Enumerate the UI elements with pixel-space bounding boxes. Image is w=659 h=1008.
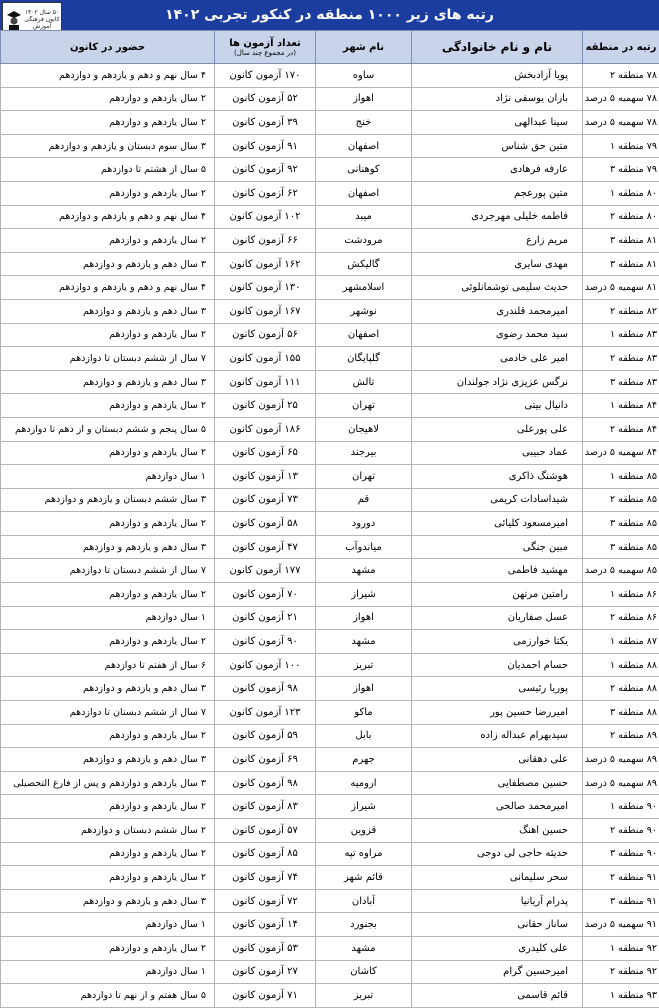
table-row [1,653,659,677]
table-row [1,181,659,205]
table-row [1,630,659,654]
cell-presence: ۲ سال یازدهم و دوازدهم [1,181,215,205]
cell-presence: ۶ سال از هفتم تا دوازدهم [1,653,215,677]
cell-city: مشهد [316,630,412,654]
table-row [1,842,659,866]
cell-name: حسین مصطفایی [412,771,583,795]
cell-rank: ۷۸ سهمیه ۵ درصد [583,111,659,135]
cell-exams: ۹۲ آزمون کانون [215,158,316,182]
cell-exams: ۱۵۵ آزمون کانون [215,347,316,371]
cell-presence: ۳ سال دهم و یازدهم و دوازدهم [1,370,215,394]
cell-name: علی پورعلی [412,417,583,441]
cell-presence: ۴ سال نهم و دهم و یازدهم و دوازدهم [1,205,215,229]
table-row [1,394,659,418]
cell-name: مهدی سایری [412,252,583,276]
cell-exams: ۲۱ آزمون کانون [215,606,316,630]
table-row [1,64,659,88]
cell-presence: ۲ سال ششم دبستان و دوازدهم [1,819,215,843]
cell-city: اهواز [316,87,412,111]
cell-name: متین پورعجم [412,181,583,205]
cell-city: اهواز [316,677,412,701]
table-row [1,134,659,158]
cell-name: امیرمحمد قلندری [412,299,583,323]
cell-city: مشهد [316,936,412,960]
cell-exams: ۱۷۷ آزمون کانون [215,559,316,583]
cell-rank: ۸۳ منطقه ۱ [583,323,659,347]
cell-presence: ۵ سال هفتم و از نهم تا دوازدهم [1,984,215,1008]
cell-rank: ۸۸ منطقه ۲ [583,677,659,701]
cell-presence: ۲ سال یازدهم و دوازدهم [1,87,215,111]
cell-name: متین حق شناس [412,134,583,158]
cell-rank: ۸۹ سهمیه ۵ درصد [583,771,659,795]
cell-city: قائم شهر [316,866,412,890]
header-exams-label: تعداد آزمون ها [229,38,301,49]
cell-exams: ۱۶۲ آزمون کانون [215,252,316,276]
table-row [1,677,659,701]
cell-rank: ۹۲ منطقه ۲ [583,960,659,984]
cell-city: مرودشت [316,229,412,253]
cell-exams: ۵۸ آزمون کانون [215,512,316,536]
cell-name: قائم قاسمی [412,984,583,1008]
cell-presence: ۳ سال دهم و یازدهم و دوازدهم [1,889,215,913]
cell-presence: ۳ سال دهم و یازدهم و دوازدهم [1,748,215,772]
cell-exams: ۱۰۰ آزمون کانون [215,653,316,677]
cell-exams: ۶۲ آزمون کانون [215,181,316,205]
cell-presence: ۳ سال یازدهم و دوازدهم و پس از فارغ التحصیلی [1,771,215,795]
table-row [1,606,659,630]
cell-rank: ۹۱ منطقه ۲ [583,866,659,890]
cell-name: پویا آزادبخش [412,64,583,88]
cell-name: امیرمسعود کلیائی [412,512,583,536]
cell-name: سینا عبدالهی [412,111,583,135]
cell-exams: ۶۹ آزمون کانون [215,748,316,772]
cell-city: قزوین [316,819,412,843]
cell-presence: ۳ سال دهم و یازدهم و دوازدهم [1,535,215,559]
cell-presence: ۲ سال یازدهم و دوازدهم [1,583,215,607]
table-row [1,936,659,960]
cell-name: مهشید فاطمی [412,559,583,583]
cell-name: حسام احمدیان [412,653,583,677]
cell-presence: ۱ سال دوازدهم [1,606,215,630]
cell-name: رامتین مرتهن [412,583,583,607]
cell-exams: ۳۹ آزمون کانون [215,111,316,135]
cell-name: امیرمحمد صالحی [412,795,583,819]
cell-exams: ۷۲ آزمون کانون [215,889,316,913]
cell-city: بیرجند [316,441,412,465]
cell-rank: ۸۵ منطقه ۲ [583,488,659,512]
cell-city: اصفهان [316,134,412,158]
cell-presence: ۲ سال یازدهم و دوازدهم [1,842,215,866]
cell-exams: ۴۷ آزمون کانون [215,535,316,559]
cell-city: تالش [316,370,412,394]
cell-name: فاطمه خلیلی مهرجردی [412,205,583,229]
table-row [1,488,659,512]
cell-rank: ۸۹ منطقه ۲ [583,724,659,748]
cell-exams: ۱۳۰ آزمون کانون [215,276,316,300]
cell-name: عارفه فرهادی [412,158,583,182]
cell-exams: ۶۵ آزمون کانون [215,441,316,465]
cell-city: تهران [316,394,412,418]
cell-city: شیراز [316,583,412,607]
cell-rank: ۸۱ سهمیه ۵ درصد [583,276,659,300]
cell-rank: ۸۳ منطقه ۲ [583,347,659,371]
cell-city: کوهنانی [316,158,412,182]
cell-city: تهران [316,465,412,489]
table-row [1,205,659,229]
table-body [1,64,659,1008]
cell-city: ساوه [316,64,412,88]
cell-exams: ۱۳ آزمون کانون [215,465,316,489]
table-row [1,276,659,300]
cell-rank: ۸۵ منطقه ۱ [583,465,659,489]
cell-city: جهرم [316,748,412,772]
cell-name: دانیال بیتی [412,394,583,418]
cell-rank: ۸۹ سهمیه ۵ درصد [583,748,659,772]
cell-exams: ۸۳ آزمون کانون [215,795,316,819]
cell-rank: ۸۵ منطقه ۳ [583,535,659,559]
cell-presence: ۲ سال یازدهم و دوازدهم [1,866,215,890]
cell-city: ارومیه [316,771,412,795]
cell-presence: ۲ سال یازدهم و دوازدهم [1,229,215,253]
cell-exams: ۹۸ آزمون کانون [215,677,316,701]
cell-exams: ۵۲ آزمون کانون [215,87,316,111]
cell-name: امیرحسین گرام [412,960,583,984]
cell-name: سید محمد رضوی [412,323,583,347]
table-row [1,441,659,465]
cell-city: اسلامشهر [316,276,412,300]
cell-city: شیراز [316,795,412,819]
cell-exams: ۹۱ آزمون کانون [215,134,316,158]
cell-city: اصفهان [316,323,412,347]
cell-rank: ۷۸ سهمیه ۵ درصد [583,87,659,111]
cell-name: باران یوسفی نژاد [412,87,583,111]
cell-presence: ۲ سال یازدهم و دوازدهم [1,630,215,654]
cell-exams: ۷۱ آزمون کانون [215,984,316,1008]
cell-city: تبریز [316,984,412,1008]
cell-city: دورود [316,512,412,536]
table-row [1,299,659,323]
cell-name: حسین اهنگ [412,819,583,843]
cell-exams: ۵۷ آزمون کانون [215,819,316,843]
table-row [1,913,659,937]
cell-name: مبین جنگی [412,535,583,559]
cell-rank: ۸۴ منطقه ۲ [583,417,659,441]
cell-rank: ۹۱ سهمیه ۵ درصد [583,913,659,937]
table-row [1,771,659,795]
cell-rank: ۸۳ منطقه ۳ [583,370,659,394]
cell-presence: ۴ سال نهم و دهم و یازدهم و دوازدهم [1,64,215,88]
cell-exams: ۱۷۰ آزمون کانون [215,64,316,88]
cell-exams: ۸۵ آزمون کانون [215,842,316,866]
cell-presence: ۳ سال ششم دبستان و یازدهم و دوازدهم [1,488,215,512]
cell-rank: ۸۱ منطقه ۳ [583,252,659,276]
cell-name: پدرام آریانیا [412,889,583,913]
cell-city: ماکو [316,701,412,725]
table-row [1,158,659,182]
cell-name: هوشنگ ذاکری [412,465,583,489]
cell-name: امیر علی خادمی [412,347,583,371]
table-row [1,417,659,441]
cell-exams: ۱۲۳ آزمون کانون [215,701,316,725]
header-exams-note: (در مجموع چند سال) [215,49,315,57]
cell-exams: ۵۶ آزمون کانون [215,323,316,347]
cell-exams: ۱۰۲ آزمون کانون [215,205,316,229]
cell-presence: ۵ سال از هشتم تا دوازدهم [1,158,215,182]
table-row [1,889,659,913]
cell-presence: ۲ سال یازدهم و دوازدهم [1,111,215,135]
table-row [1,724,659,748]
cell-exams: ۱۱۱ آزمون کانون [215,370,316,394]
table-row [1,960,659,984]
cell-rank: ۸۰ منطقه ۱ [583,181,659,205]
cell-rank: ۸۰ منطقه ۲ [583,205,659,229]
cell-city: تبریز [316,653,412,677]
cell-name: پوریا رئیسی [412,677,583,701]
cell-rank: ۷۹ منطقه ۱ [583,134,659,158]
table-row [1,252,659,276]
cell-rank: ۸۴ سهمیه ۵ درصد [583,441,659,465]
cell-name: عماد حبیبی [412,441,583,465]
table-row [1,795,659,819]
cell-name: حدیثه حاجی لی دوجی [412,842,583,866]
cell-city: قم [316,488,412,512]
cell-presence: ۳ سال سوم دبستان و یازدهم و دوازدهم [1,134,215,158]
header-city: نام شهر [316,31,412,64]
cell-name: عسل صفاریان [412,606,583,630]
cell-name: سحر سلیمانی [412,866,583,890]
cell-presence: ۲ سال یازدهم و دوازدهم [1,394,215,418]
cell-name: علی کلیدری [412,936,583,960]
cell-exams: ۹۸ آزمون کانون [215,771,316,795]
cell-exams: ۷۰ آزمون کانون [215,583,316,607]
cell-presence: ۲ سال یازدهم و دوازدهم [1,936,215,960]
cell-rank: ۸۷ منطقه ۱ [583,630,659,654]
table-row [1,701,659,725]
table-row [1,748,659,772]
cell-rank: ۸۲ منطقه ۲ [583,299,659,323]
page-title: رتبه های زیر ۱۰۰۰ منطقه در کنکور تجربی ۱۴۰۲ [0,0,659,30]
cell-presence: ۳ سال دهم و یازدهم و دوازدهم [1,252,215,276]
cell-exams: ۱۸۶ آزمون کانون [215,417,316,441]
cell-presence: ۱ سال دوازدهم [1,465,215,489]
cell-city: اصفهان [316,181,412,205]
cell-city: گالیکش [316,252,412,276]
cell-rank: ۸۱ منطقه ۳ [583,229,659,253]
cell-name: امیررضا حسین پور [412,701,583,725]
table-row [1,535,659,559]
cell-exams: ۶۶ آزمون کانون [215,229,316,253]
cell-name: حدیث سلیمی توشمانلوئی [412,276,583,300]
cell-exams: ۲۷ آزمون کانون [215,960,316,984]
cell-rank: ۹۰ منطقه ۲ [583,819,659,843]
cell-city: بجنورد [316,913,412,937]
results-table [0,30,659,1008]
cell-presence: ۷ سال از ششم دبستان تا دوازدهم [1,559,215,583]
cell-exams: ۱۶۷ آزمون کانون [215,299,316,323]
table-row [1,559,659,583]
cell-rank: ۸۶ منطقه ۲ [583,606,659,630]
table-row [1,347,659,371]
cell-presence: ۲ سال یازدهم و دوازدهم [1,724,215,748]
cell-city: آبادان [316,889,412,913]
cell-city: نوشهر [316,299,412,323]
cell-exams: ۹۰ آزمون کانون [215,630,316,654]
cell-city: گلپایگان [316,347,412,371]
header-presence: حضور در کانون [1,31,215,64]
table-row [1,323,659,347]
table-row [1,465,659,489]
cell-rank: ۹۰ منطقه ۱ [583,795,659,819]
cell-presence: ۲ سال یازدهم و دوازدهم [1,512,215,536]
cell-presence: ۷ سال از ششم دبستان تا دوازدهم [1,701,215,725]
cell-name: علی دهقانی [412,748,583,772]
cell-rank: ۸۸ منطقه ۱ [583,653,659,677]
cell-city: مراوه تپه [316,842,412,866]
cell-presence: ۲ سال یازدهم و دوازدهم [1,323,215,347]
cell-city: اهواز [316,606,412,630]
cell-city: بابل [316,724,412,748]
cell-exams: ۷۳ آزمون کانون [215,488,316,512]
cell-rank: ۷۹ منطقه ۳ [583,158,659,182]
logo-text: ۵۰ سال ۱۴۰۲ کانون فرهنگی آموزش [23,9,61,30]
cell-rank: ۹۰ منطقه ۳ [583,842,659,866]
cell-name: شیداسادات کریمی [412,488,583,512]
cell-rank: ۷۸ منطقه ۲ [583,64,659,88]
cell-name: نرگس عزیزی نژاد جولندان [412,370,583,394]
cell-rank: ۹۳ منطقه ۱ [583,984,659,1008]
table-row [1,819,659,843]
cell-exams: ۲۵ آزمون کانون [215,394,316,418]
cell-name: سیدبهرام عبداله زاده [412,724,583,748]
header-name: نام و نام خانوادگی [412,31,583,64]
cell-presence: ۳ سال دهم و یازدهم و دوازدهم [1,677,215,701]
cell-rank: ۸۶ منطقه ۱ [583,583,659,607]
cell-presence: ۳ سال دهم و یازدهم و دوازدهم [1,299,215,323]
table-row [1,370,659,394]
cell-name: یکتا خوارزمی [412,630,583,654]
cell-presence: ۲ سال یازدهم و دوازدهم [1,441,215,465]
cell-city: لاهیجان [316,417,412,441]
header-exams [215,31,316,64]
cell-city: خنج [316,111,412,135]
cell-name: ساناز حقانی [412,913,583,937]
cell-exams: ۵۳ آزمون کانون [215,936,316,960]
cell-exams: ۱۴ آزمون کانون [215,913,316,937]
cell-rank: ۹۱ منطقه ۳ [583,889,659,913]
cell-city: میبد [316,205,412,229]
cell-rank: ۸۴ منطقه ۱ [583,394,659,418]
cell-exams: ۵۹ آزمون کانون [215,724,316,748]
cell-rank: ۸۵ سهمیه ۵ درصد [583,559,659,583]
cell-rank: ۸۵ منطقه ۳ [583,512,659,536]
cell-presence: ۱ سال دوازدهم [1,960,215,984]
cell-rank: ۸۸ منطقه ۳ [583,701,659,725]
cell-presence: ۲ سال یازدهم و دوازدهم [1,795,215,819]
table-row [1,87,659,111]
cell-rank: ۹۲ منطقه ۱ [583,936,659,960]
cell-city: کاشان [316,960,412,984]
cell-presence: ۷ سال از ششم دبستان تا دوازدهم [1,347,215,371]
cell-city: مشهد [316,559,412,583]
cell-exams: ۷۴ آزمون کانون [215,866,316,890]
cell-presence: ۴ سال نهم و دهم و یازدهم و دوازدهم [1,276,215,300]
table-header-row [1,31,659,64]
table-row [1,583,659,607]
header-rank: رتبه در منطقه [583,31,659,64]
table-row [1,512,659,536]
cell-city: میاندوآب [316,535,412,559]
cell-presence: ۵ سال پنجم و ششم دبستان و از دهم تا دوازدهم [1,417,215,441]
table-row [1,229,659,253]
table-row [1,984,659,1008]
cell-presence: ۱ سال دوازدهم [1,913,215,937]
cell-name: مریم زارع [412,229,583,253]
table-row [1,866,659,890]
table-row [1,111,659,135]
